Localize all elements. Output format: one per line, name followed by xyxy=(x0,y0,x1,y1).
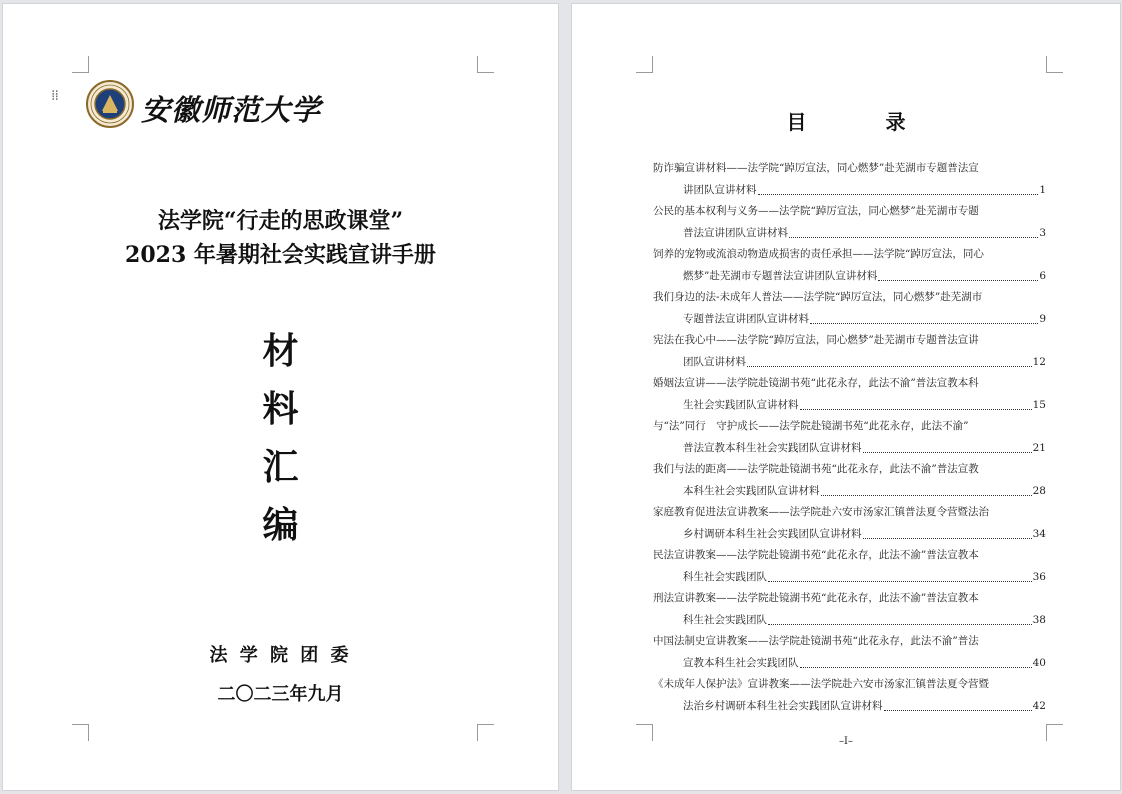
toc-entry-page: 36 xyxy=(1032,570,1046,583)
toc-entry[interactable] xyxy=(653,545,1046,588)
toc-entry-line1: 宪法在我心中——法学院“踔厉宣法，同心燃梦”赴芜湖市专题普法宣讲 xyxy=(653,334,979,346)
big-char: 编 xyxy=(262,504,299,546)
toc-entry-line2: 宣教本科生社会实践团队 xyxy=(683,656,799,669)
page-number: –I– xyxy=(839,736,853,747)
toc-entry-line2-row xyxy=(653,266,1046,288)
cover-date: 二〇二三年九月 xyxy=(217,684,344,705)
toc-title: 目 录 xyxy=(786,110,942,134)
toc-entry-page: 34 xyxy=(1032,527,1046,540)
toc-entry-line2: 讲团队宣讲材料 xyxy=(683,183,757,196)
crop-mark xyxy=(477,56,494,73)
toc-entry-page: 38 xyxy=(1032,613,1046,626)
toc-leader-dots xyxy=(789,223,1038,239)
toc-entry-page: 1 xyxy=(1039,183,1046,196)
toc-entry-line2-row xyxy=(653,352,1046,374)
toc-entry-line2: 科生社会实践团队 xyxy=(683,613,767,626)
toc-entry-line1: 《未成年人保护法》宣讲教案——法学院赴六安市汤家汇镇普法夏令营暨 xyxy=(653,678,989,690)
toc-entry[interactable] xyxy=(653,158,1046,201)
big-char: 材 xyxy=(262,330,299,372)
toc-entry[interactable] xyxy=(653,502,1046,545)
toc-leader-dots xyxy=(800,395,1032,411)
toc-entry-line1: 家庭教育促进法宣讲教案——法学院赴六安市汤家汇镇普法夏令营暨法治 xyxy=(653,506,989,518)
toc-entry[interactable] xyxy=(653,459,1046,502)
toc-entry-line2: 普法宣教本科生社会实践团队宣讲材料 xyxy=(683,441,862,454)
toc-entry-line2: 专题普法宣讲团队宣讲材料 xyxy=(683,312,809,325)
toc-entry-line2-row xyxy=(653,610,1046,632)
toc-entry-line1: 与“法”同行 守护成长——法学院赴镜湖书苑“此花永存，此法不渝” xyxy=(653,420,969,432)
toc-entry-line2-row xyxy=(653,524,1046,546)
toc-entry-line1: 防诈骗宣讲材料——法学院“踔厉宣法，同心燃梦”赴芜湖市专题普法宣 xyxy=(653,162,979,174)
toc-entry-line2-row xyxy=(653,395,1046,417)
toc-leader-dots xyxy=(821,481,1032,497)
university-seal-icon xyxy=(86,80,134,128)
toc-entry-line1: 中国法制史宣讲教案——法学院赴镜湖书苑“此花永存，此法不渝”普法 xyxy=(653,635,979,647)
toc-entry[interactable] xyxy=(653,416,1046,459)
toc-entry-page: 12 xyxy=(1032,355,1046,368)
toc-entry-line1: 我们与法的距离——法学院赴镜湖书苑“此花永存，此法不渝”普法宣教 xyxy=(653,463,979,475)
crop-mark xyxy=(72,56,89,73)
toc-entry-page: 42 xyxy=(1032,699,1046,712)
university-name: 安徽师范大学 xyxy=(141,93,322,127)
toc-leader-dots xyxy=(884,696,1032,712)
toc-entry-line2-row xyxy=(653,180,1046,202)
toc-entry-line2: 乡村调研本科生社会实践团队宣讲材料 xyxy=(683,527,862,540)
crop-mark xyxy=(636,56,653,73)
toc-entry-line2-row xyxy=(653,438,1046,460)
toc-entry-page: 3 xyxy=(1039,226,1046,239)
toc-entry[interactable] xyxy=(653,244,1046,287)
toc-entry-line2-row xyxy=(653,653,1046,675)
toc-entry-line2: 普法宣讲团队宣讲材料 xyxy=(683,226,788,239)
toc-entry-page: 40 xyxy=(1032,656,1046,669)
toc-entry-page: 9 xyxy=(1039,312,1046,325)
toc-entry-line1: 公民的基本权利与义务——法学院“踔厉宣法，同心燃梦”赴芜湖市专题 xyxy=(653,205,979,217)
toc-leader-dots xyxy=(747,352,1032,368)
toc-entry[interactable] xyxy=(653,631,1046,674)
toc-page xyxy=(572,4,1120,790)
toc-entry-line1: 民法宣讲教案——法学院赴镜湖书苑“此花永存，此法不渝”普法宣教本 xyxy=(653,549,979,561)
toc-entry-line2-row xyxy=(653,696,1046,718)
toc-entry-line2-row xyxy=(653,567,1046,589)
toc-entry-line1: 婚姻法宣讲——法学院赴镜湖书苑“此花永存，此法不渝”普法宣教本科 xyxy=(653,377,979,389)
big-char: 料 xyxy=(262,388,299,430)
cover-title-line1: 法学院“行走的思政课堂” xyxy=(157,208,404,234)
toc-entry-line2: 燃梦”赴芜湖市专题普法宣讲团队宣讲材料 xyxy=(683,269,878,282)
toc-entry[interactable] xyxy=(653,330,1046,373)
cover-big-title xyxy=(3,322,558,554)
toc-entry-page: 6 xyxy=(1039,269,1046,282)
toc-entry-line2-row xyxy=(653,481,1046,503)
toc-entry[interactable] xyxy=(653,373,1046,416)
toc-entry-line1: 刑法宣讲教案——法学院赴镜湖书苑“此花永存，此法不渝”普法宣教本 xyxy=(653,592,979,604)
toc-entry-page: 21 xyxy=(1032,441,1046,454)
toc-leader-dots xyxy=(768,610,1032,626)
toc-entry[interactable] xyxy=(653,674,1046,717)
toc-entry[interactable] xyxy=(653,588,1046,631)
toc-entry[interactable] xyxy=(653,287,1046,330)
toc-entry-page: 15 xyxy=(1032,398,1046,411)
toc-entry-line2: 科生社会实践团队 xyxy=(683,570,767,583)
toc-leader-dots xyxy=(768,567,1032,583)
toc-leader-dots xyxy=(863,438,1032,454)
toc-leader-dots xyxy=(878,266,1038,282)
toc-entry-line2: 生社会实践团队宣讲材料 xyxy=(683,398,799,411)
crop-mark xyxy=(72,724,89,741)
toc-leader-dots xyxy=(810,309,1038,325)
crop-mark xyxy=(1046,56,1063,73)
toc-entry-line2-row xyxy=(653,223,1046,245)
toc-entry-page: 28 xyxy=(1032,484,1046,497)
toc-entry-line2: 法治乡村调研本科生社会实践团队宣讲材料 xyxy=(683,699,883,712)
drag-handle-icon[interactable]: ⁞⁞ xyxy=(51,88,58,104)
toc-entry[interactable] xyxy=(653,201,1046,244)
toc-entry-line2: 团队宣讲材料 xyxy=(683,355,746,368)
crop-mark xyxy=(477,724,494,741)
cover-page xyxy=(3,4,558,790)
toc-list xyxy=(653,158,1046,717)
toc-entry-line2: 本科生社会实践团队宣讲材料 xyxy=(683,484,820,497)
toc-entry-line1: 饲养的宠物或流浪动物造成损害的责任承担——法学院“踔厉宣法，同心 xyxy=(653,248,984,260)
toc-entry-line1: 我们身边的法-未成年人普法——法学院“踔厉宣法，同心燃梦”赴芜湖市 xyxy=(653,291,983,303)
cover-title-line2: 2023 年暑期社会实践宣讲手册 xyxy=(125,242,436,268)
toc-leader-dots xyxy=(758,180,1039,196)
toc-entry-line2-row xyxy=(653,309,1046,331)
toc-leader-dots xyxy=(863,524,1032,540)
toc-leader-dots xyxy=(800,653,1032,669)
big-char: 汇 xyxy=(262,446,299,488)
cover-organization: 法 学 院 团 委 xyxy=(209,645,352,666)
